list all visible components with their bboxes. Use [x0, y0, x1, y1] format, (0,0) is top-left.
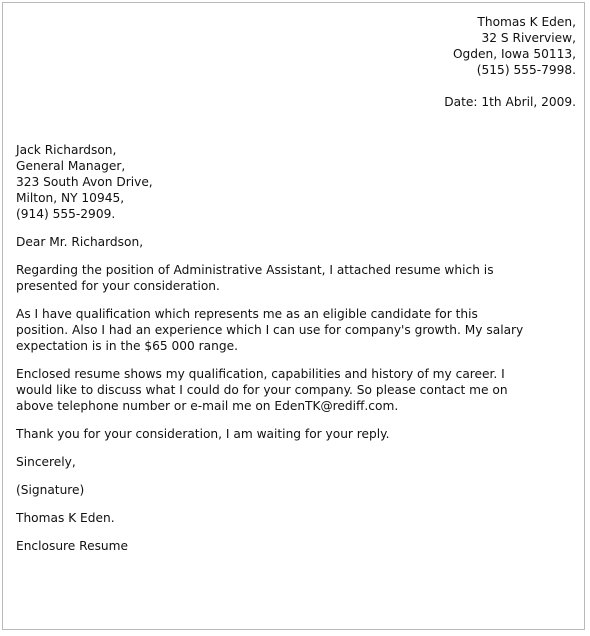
- paragraph-line: above telephone number or e-mail me on EdenTK@rediff.com.: [16, 399, 399, 413]
- paragraph-line: expectation is in the $65 000 range.: [16, 339, 238, 353]
- closing: Sincerely,: [16, 455, 76, 469]
- recipient-phone: (914) 555-2909.: [16, 207, 116, 221]
- paragraph-line: Thank you for your consideration, I am waiting for your reply.: [16, 427, 390, 441]
- paragraph-line: would like to discuss what I could do for your company. So please contact me on: [16, 383, 508, 397]
- paragraph-position: [16, 262, 576, 294]
- paragraph-line: Regarding the position of Administrative Assistant, I attached resume which is: [16, 263, 494, 277]
- paragraph-thanks: [16, 426, 576, 442]
- sender-phone: (515) 555-7998.: [476, 63, 576, 77]
- signer-name: Thomas K Eden.: [16, 511, 115, 525]
- recipient-name: Jack Richardson,: [16, 143, 117, 157]
- salutation: Dear Mr. Richardson,: [16, 235, 144, 249]
- sender-name: Thomas K Eden,: [477, 15, 576, 29]
- signature-placeholder: (Signature): [16, 483, 85, 497]
- recipient-street: 323 South Avon Drive,: [16, 175, 153, 189]
- letter-page: [2, 2, 585, 630]
- recipient-title: General Manager,: [16, 159, 126, 173]
- recipient-city: Milton, NY 10945,: [16, 191, 125, 205]
- paragraph-line: presented for your consideration.: [16, 279, 220, 293]
- sender-city: Ogden, Iowa 50113,: [452, 47, 576, 61]
- sender-address: [16, 14, 576, 110]
- paragraph-enclosed-resume: [16, 366, 576, 414]
- paragraph-line: As I have qualification which represents me as an eligible candidate for this: [16, 307, 478, 321]
- sender-street: 32 S Riverview,: [481, 31, 576, 45]
- paragraph-line: Enclosed resume shows my qualification, capabilities and history of my career. I: [16, 367, 505, 381]
- cover-letter: [16, 14, 576, 554]
- paragraph-line: position. Also I had an experience which I can use for company's growth. My salary: [16, 323, 524, 337]
- recipient-address: [16, 142, 576, 222]
- enclosure-note: Enclosure Resume: [16, 539, 129, 553]
- letter-date: Date: 1th Abril, 2009.: [444, 95, 576, 109]
- paragraph-qualification: [16, 306, 576, 354]
